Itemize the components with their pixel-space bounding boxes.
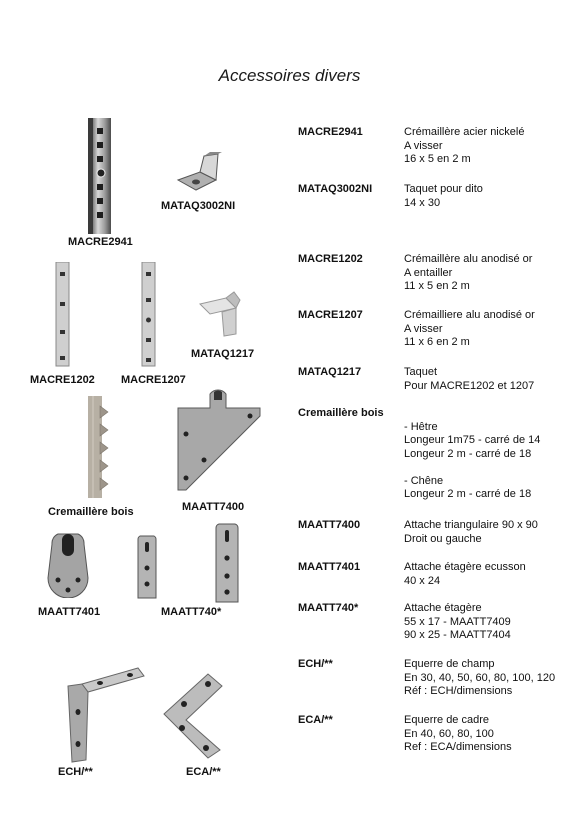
maatt740-large-image — [212, 520, 242, 606]
caption-ech: ECH/** — [58, 766, 93, 778]
product-description: Equerre de champ En 30, 40, 50, 60, 80, 100, 120 Réf : ECH/dimensions — [404, 658, 556, 697]
cremaillere-bois-image — [84, 396, 112, 500]
maatt7401-image — [44, 530, 92, 598]
macre1202-image — [50, 262, 74, 368]
product-description: Attache étagère ecusson 40 x 24 — [404, 561, 526, 587]
product-description: Attache étagère 55 x 17 - MAATT7409 90 x 25 - MAATT7404 — [404, 602, 511, 641]
product-description: Crémailliere alu anodisé or A visser 11 x 6 en 2 m — [404, 309, 535, 348]
product-code: ECH/** — [298, 658, 333, 670]
product-code: MAATT7400 — [298, 519, 361, 531]
caption-eca: ECA/** — [186, 766, 221, 778]
caption-macre1202: MACRE1202 — [30, 374, 95, 386]
product-description: Attache triangulaire 90 x 90 Droit ou gauche — [404, 519, 538, 545]
product-code: Cremaillère bois — [298, 407, 384, 419]
product-description: Taquet Pour MACRE1202 et 1207 — [404, 366, 535, 392]
mataq3002ni-image — [174, 150, 226, 194]
product-description: Crémaillère alu anodisé or A entailler 11 x 5 en 2 m — [404, 253, 533, 292]
maatt7400-image — [176, 386, 264, 496]
product-code: MACRE2941 — [298, 126, 363, 138]
maatt740-small-image — [134, 532, 160, 602]
caption-macre2941: MACRE2941 — [68, 236, 133, 248]
product-code: MATAQ1217 — [298, 366, 362, 378]
caption-maatt7400: MAATT7400 — [182, 501, 245, 513]
caption-cremaillere-bois: Cremaillère bois — [48, 506, 134, 518]
caption-mataq3002ni: MATAQ3002NI — [161, 200, 236, 212]
product-description: - Hêtre Longeur 1m75 - carré de 14 Longeur 2 m - carré de 18 - Chêne Longeur 2 m - carré de 18 — [404, 420, 541, 500]
caption-mataq1217: MATAQ1217 — [191, 348, 255, 360]
eca-image — [160, 670, 246, 760]
product-description: Equerre de cadre En 40, 60, 80, 100 Ref : ECA/dimensions — [404, 714, 512, 753]
product-code: ECA/** — [298, 714, 333, 726]
caption-maatt740x: MAATT740* — [161, 606, 222, 618]
product-description: Crémaillère acier nickelé A visser 16 x 5 en 2 m — [404, 126, 525, 165]
product-code: MAATT740* — [298, 602, 359, 614]
macre2941-image — [84, 118, 120, 236]
product-code: MACRE1202 — [298, 253, 363, 265]
ech-image — [60, 664, 146, 764]
product-description: Taquet pour dito 14 x 30 — [404, 183, 483, 209]
product-code: MAATT7401 — [298, 561, 361, 573]
mataq1217-image — [196, 290, 246, 340]
caption-macre1207: MACRE1207 — [121, 374, 186, 386]
product-code: MATAQ3002NI — [298, 183, 373, 195]
caption-maatt7401: MAATT7401 — [38, 606, 101, 618]
macre1207-image — [136, 262, 160, 368]
product-code: MACRE1207 — [298, 309, 363, 321]
page-title: Accessoires divers — [218, 66, 361, 85]
